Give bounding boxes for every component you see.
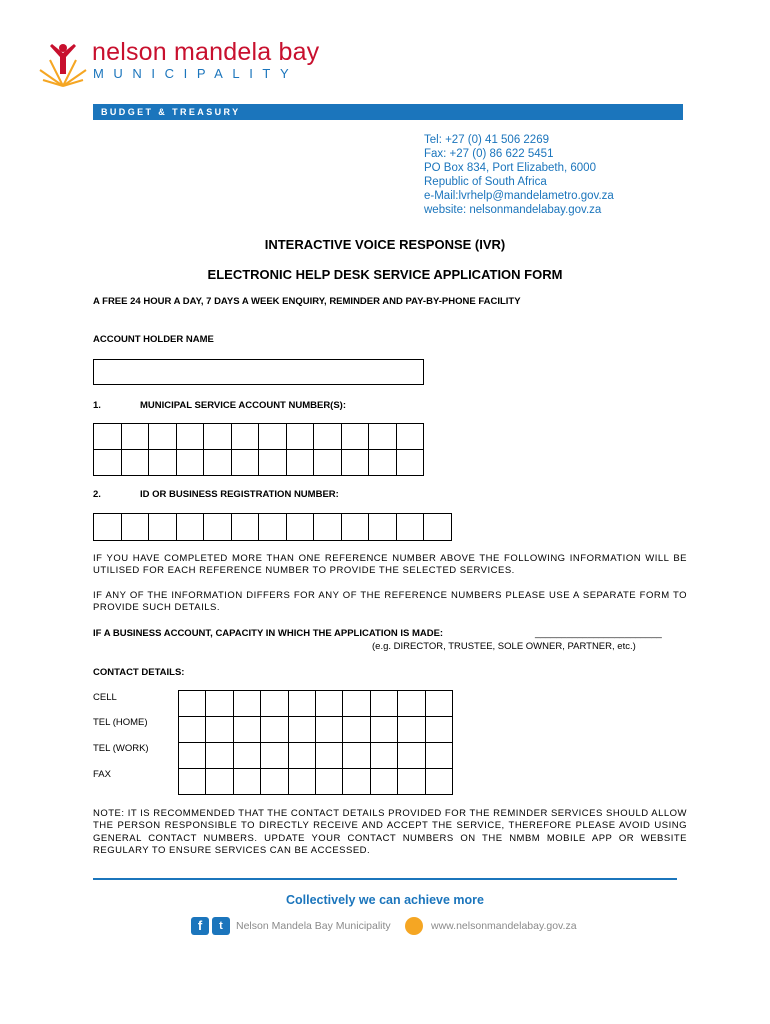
- contact-cell[interactable]: [425, 717, 452, 743]
- id-number-cell[interactable]: [314, 514, 342, 541]
- account-number-cell[interactable]: [231, 450, 259, 476]
- account-number-cell[interactable]: [396, 424, 424, 450]
- section1-label: MUNICIPAL SERVICE ACCOUNT NUMBER(S):: [140, 400, 347, 411]
- account-number-cell[interactable]: [176, 424, 204, 450]
- id-number-cell[interactable]: [286, 514, 314, 541]
- id-number-cell[interactable]: [204, 514, 232, 541]
- contact-cell[interactable]: [206, 691, 233, 717]
- section2-label: ID OR BUSINESS REGISTRATION NUMBER:: [140, 489, 339, 500]
- contact-cell[interactable]: [398, 769, 425, 795]
- info-paragraph-2: IF ANY OF THE INFORMATION DIFFERS FOR ANY OF THE REFERENCE NUMBERS PLEASE USE A SEPARATE FORM TO PROVIDE SUCH DETAILS.: [93, 590, 687, 614]
- id-number-cell[interactable]: [341, 514, 369, 541]
- id-number-cell[interactable]: [149, 514, 177, 541]
- id-number-cell[interactable]: [94, 514, 122, 541]
- tel-home-row: [179, 717, 453, 743]
- contact-number-grid: [178, 690, 453, 795]
- contact-cell[interactable]: [343, 691, 370, 717]
- account-number-cell[interactable]: [341, 450, 369, 476]
- account-number-cell[interactable]: [259, 424, 287, 450]
- contact-cell[interactable]: [343, 769, 370, 795]
- twitter-icon[interactable]: t: [212, 917, 230, 935]
- contact-cell[interactable]: [398, 743, 425, 769]
- contact-cell[interactable]: [233, 717, 260, 743]
- contact-cell[interactable]: [343, 743, 370, 769]
- contact-cell[interactable]: [288, 769, 315, 795]
- contact-cell[interactable]: [315, 691, 342, 717]
- contact-cell[interactable]: [370, 717, 397, 743]
- cell-label: CELL: [93, 692, 117, 703]
- contact-cell[interactable]: [425, 691, 452, 717]
- form-tagline: A FREE 24 HOUR A DAY, 7 DAYS A WEEK ENQUIRY, REMINDER AND PAY-BY-PHONE FACILITY: [93, 296, 521, 307]
- account-number-cell[interactable]: [231, 424, 259, 450]
- account-number-cell[interactable]: [286, 424, 314, 450]
- account-number-cell[interactable]: [369, 450, 397, 476]
- capacity-field[interactable]: ________________________: [535, 628, 662, 639]
- contact-cell[interactable]: [343, 717, 370, 743]
- contact-cell[interactable]: [233, 769, 260, 795]
- contact-cell[interactable]: [261, 691, 288, 717]
- id-number-cell[interactable]: [231, 514, 259, 541]
- account-holder-name-field[interactable]: [93, 359, 424, 385]
- account-number-cell[interactable]: [121, 424, 149, 450]
- capacity-label: IF A BUSINESS ACCOUNT, CAPACITY IN WHICH THE APPLICATION IS MADE:: [93, 628, 444, 639]
- fax-row: [179, 769, 453, 795]
- footer-website-link[interactable]: www.nelsonmandelabay.gov.za: [431, 920, 577, 932]
- tel-work-label: TEL (WORK): [93, 743, 149, 754]
- section2-number: 2.: [93, 489, 101, 500]
- account-number-cell[interactable]: [286, 450, 314, 476]
- account-number-cell[interactable]: [94, 424, 122, 450]
- department-bar: BUDGET & TREASURY: [93, 104, 683, 120]
- org-subtitle: MUNICIPALITY: [93, 66, 299, 81]
- facebook-icon[interactable]: f: [191, 917, 209, 935]
- contact-cell[interactable]: [398, 717, 425, 743]
- account-number-cell[interactable]: [369, 424, 397, 450]
- contact-cell[interactable]: [206, 717, 233, 743]
- account-number-cell[interactable]: [259, 450, 287, 476]
- account-number-cell[interactable]: [314, 424, 342, 450]
- contact-cell[interactable]: [425, 743, 452, 769]
- contact-cell[interactable]: [206, 769, 233, 795]
- account-number-cell[interactable]: [149, 450, 177, 476]
- org-name: nelson mandela bay: [92, 38, 320, 66]
- contact-fax: Fax: +27 (0) 86 622 5451: [424, 148, 554, 160]
- contact-cell[interactable]: [261, 769, 288, 795]
- contact-cell[interactable]: [370, 743, 397, 769]
- id-number-cell[interactable]: [369, 514, 397, 541]
- contact-cell[interactable]: [288, 743, 315, 769]
- id-number-cell[interactable]: [396, 514, 424, 541]
- contact-website-link[interactable]: website: nelsonmandelabay.gov.za: [424, 204, 602, 216]
- contact-cell[interactable]: [315, 743, 342, 769]
- contact-cell[interactable]: [233, 691, 260, 717]
- account-number-cell[interactable]: [314, 450, 342, 476]
- footer-slogan: Collectively we can achieve more: [285, 893, 485, 907]
- account-number-grid: [93, 423, 424, 476]
- account-number-cell[interactable]: [121, 450, 149, 476]
- account-number-cell[interactable]: [149, 424, 177, 450]
- contact-details-label: CONTACT DETAILS:: [93, 667, 185, 678]
- capacity-hint: (e.g. DIRECTOR, TRUSTEE, SOLE OWNER, PARTNER, etc.): [372, 641, 636, 652]
- contact-cell[interactable]: [370, 769, 397, 795]
- account-number-cell[interactable]: [396, 450, 424, 476]
- contact-cell[interactable]: [179, 769, 206, 795]
- id-number-grid: [93, 513, 452, 541]
- account-number-cell[interactable]: [204, 424, 232, 450]
- info-paragraph: IF YOU HAVE COMPLETED MORE THAN ONE REFERENCE NUMBER ABOVE THE FOLLOWING INFORMATION WILL BE UTILISED FOR EACH REFERENCE NUMBER TO PROVIDE THE SELECTED SERVICES.: [93, 553, 687, 577]
- contact-cell[interactable]: [315, 769, 342, 795]
- contact-cell[interactable]: [261, 743, 288, 769]
- contact-cell[interactable]: [179, 743, 206, 769]
- website-icon[interactable]: [405, 917, 423, 935]
- contact-cell[interactable]: [179, 691, 206, 717]
- note-paragraph: NOTE: IT IS RECOMMENDED THAT THE CONTACT DETAILS PROVIDED FOR THE REMINDER SERVICES SHOULD ALLOW THE PERSON RESPONSIBLE TO DIRECTLY RECEIVE AND ACCEPT THE SERVICE, THEREFORE PLEASE AVOID USING GENERAL CONTACT NUMBERS. UPDATE YOUR CONTACT NUMBERS ON THE NMBM MOBILE APP OR WEBSITE REGULARY TO ENSURE SERVICES CAN BE ACCESSED.: [93, 808, 687, 856]
- id-number-cell[interactable]: [259, 514, 287, 541]
- cell-row: [179, 691, 453, 717]
- section1-number: 1.: [93, 400, 101, 411]
- contact-email-link[interactable]: e-Mail:lvrhelp@mandelametro.gov.za: [424, 190, 614, 202]
- account-number-cell[interactable]: [176, 450, 204, 476]
- form-subtitle: ELECTRONIC HELP DESK SERVICE APPLICATION FORM: [207, 267, 563, 282]
- footer-divider: [93, 878, 677, 880]
- contact-cell[interactable]: [179, 717, 206, 743]
- contact-cell[interactable]: [206, 743, 233, 769]
- fax-label: FAX: [93, 769, 111, 780]
- contact-country: Republic of South Africa: [424, 176, 547, 188]
- tel-work-row: [179, 743, 453, 769]
- contact-cell[interactable]: [233, 743, 260, 769]
- contact-cell[interactable]: [370, 691, 397, 717]
- id-number-cell[interactable]: [121, 514, 149, 541]
- contact-cell[interactable]: [288, 691, 315, 717]
- contact-cell[interactable]: [398, 691, 425, 717]
- contact-cell[interactable]: [261, 717, 288, 743]
- id-number-cell[interactable]: [424, 514, 452, 541]
- account-number-cell[interactable]: [341, 424, 369, 450]
- contact-cell[interactable]: [315, 717, 342, 743]
- account-holder-label: ACCOUNT HOLDER NAME: [93, 334, 214, 345]
- contact-cell[interactable]: [425, 769, 452, 795]
- form-title: INTERACTIVE VOICE RESPONSE (IVR): [264, 237, 506, 252]
- contact-tel: Tel: +27 (0) 41 506 2269: [424, 134, 549, 146]
- account-number-cell[interactable]: [204, 450, 232, 476]
- contact-po-box: PO Box 834, Port Elizabeth, 6000: [424, 162, 596, 174]
- municipality-logo-icon: [38, 40, 88, 88]
- tel-home-label: TEL (HOME): [93, 717, 148, 728]
- contact-cell[interactable]: [288, 717, 315, 743]
- id-number-cell[interactable]: [176, 514, 204, 541]
- social-label: Nelson Mandela Bay Municipality: [236, 920, 391, 932]
- account-number-cell[interactable]: [94, 450, 122, 476]
